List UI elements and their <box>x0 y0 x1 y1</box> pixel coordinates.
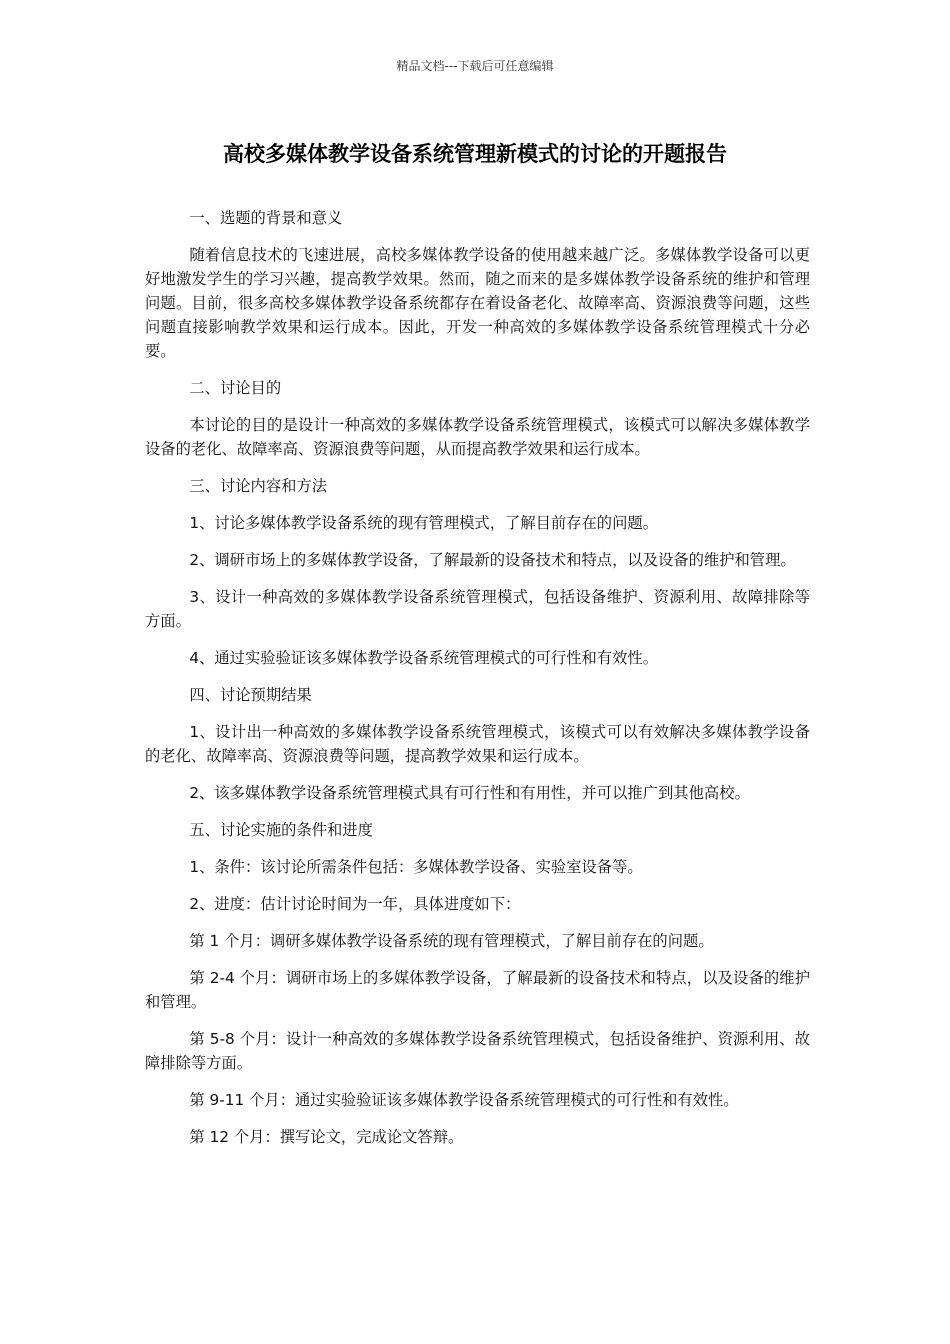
list-item-content-4: 4、通过实验验证该多媒体教学设备系统管理模式的可行性和有效性。 <box>189 649 658 667</box>
schedule-month-1: 第 1 个月：调研多媒体教学设备系统的现有管理模式，了解目前存在的问题。 <box>189 932 714 950</box>
list-item-conditions: 1、条件：该讨论所需条件包括：多媒体教学设备、实验室设备等。 <box>189 858 643 876</box>
schedule-month-2-4: 第 2-4 个月：调研市场上的多媒体教学设备，了解最新的设备技术和特点，以及设备的维护和管理。 <box>145 969 810 1011</box>
section-heading-conditions-schedule: 五、讨论实施的条件和进度 <box>189 821 373 839</box>
document-body <box>145 206 810 1162</box>
schedule-month-12: 第 12 个月：撰写论文，完成论文答辩。 <box>189 1128 464 1146</box>
section-heading-content-method: 三、讨论内容和方法 <box>189 477 328 495</box>
list-item-content-1: 1、讨论多媒体教学设备系统的现有管理模式，了解目前存在的问题。 <box>189 514 658 532</box>
section-heading-purpose: 二、讨论目的 <box>189 379 282 397</box>
paragraph-purpose: 本讨论的目的是设计一种高效的多媒体教学设备系统管理模式，该模式可以解决多媒体教学设备的老化、故障率高、资源浪费等问题，从而提高教学效果和运行成本。 <box>145 416 810 458</box>
list-item-result-1: 1、设计出一种高效的多媒体教学设备系统管理模式，该模式可以有效解决多媒体教学设备的老化、故障率高、资源浪费等问题，提高教学效果和运行成本。 <box>145 723 810 765</box>
section-heading-expected-results: 四、讨论预期结果 <box>189 686 312 704</box>
list-item-content-3: 3、设计一种高效的多媒体教学设备系统管理模式，包括设备维护、资源利用、故障排除等方面。 <box>145 588 810 630</box>
list-item-content-2: 2、调研市场上的多媒体教学设备，了解最新的设备技术和特点，以及设备的维护和管理。 <box>189 551 796 569</box>
page-header: 精品文档---下载后可任意编辑 <box>396 59 554 73</box>
schedule-month-5-8: 第 5-8 个月：设计一种高效的多媒体教学设备系统管理模式，包括设备维护、资源利用、故障排除等方面。 <box>145 1030 810 1072</box>
list-item-result-2: 2、该多媒体教学设备系统管理模式具有可行性和有用性，并可以推广到其他高校。 <box>189 784 750 802</box>
schedule-month-9-11: 第 9-11 个月：通过实验验证该多媒体教学设备系统管理模式的可行性和有效性。 <box>189 1091 739 1109</box>
list-item-schedule: 2、进度：估计讨论时间为一年，具体进度如下： <box>189 895 521 913</box>
paragraph-background: 随着信息技术的飞速进展，高校多媒体教学设备的使用越来越广泛。多媒体教学设备可以更好地激发学生的学习兴趣，提高教学效果。然而，随之而来的是多媒体教学设备系统的维护和管理问题。目前，很多高校多媒体教学设备系统都存在着设备老化、故障率高、资源浪费等问题，这些问题直接影响教学效果和运行成本。因此，开发一种高效的多媒体教学设备系统管理模式十分必要。 <box>145 246 810 360</box>
document-title: 高校多媒体教学设备系统管理新模式的讨论的开题报告 <box>223 142 727 166</box>
section-heading-background: 一、选题的背景和意义 <box>189 209 343 227</box>
